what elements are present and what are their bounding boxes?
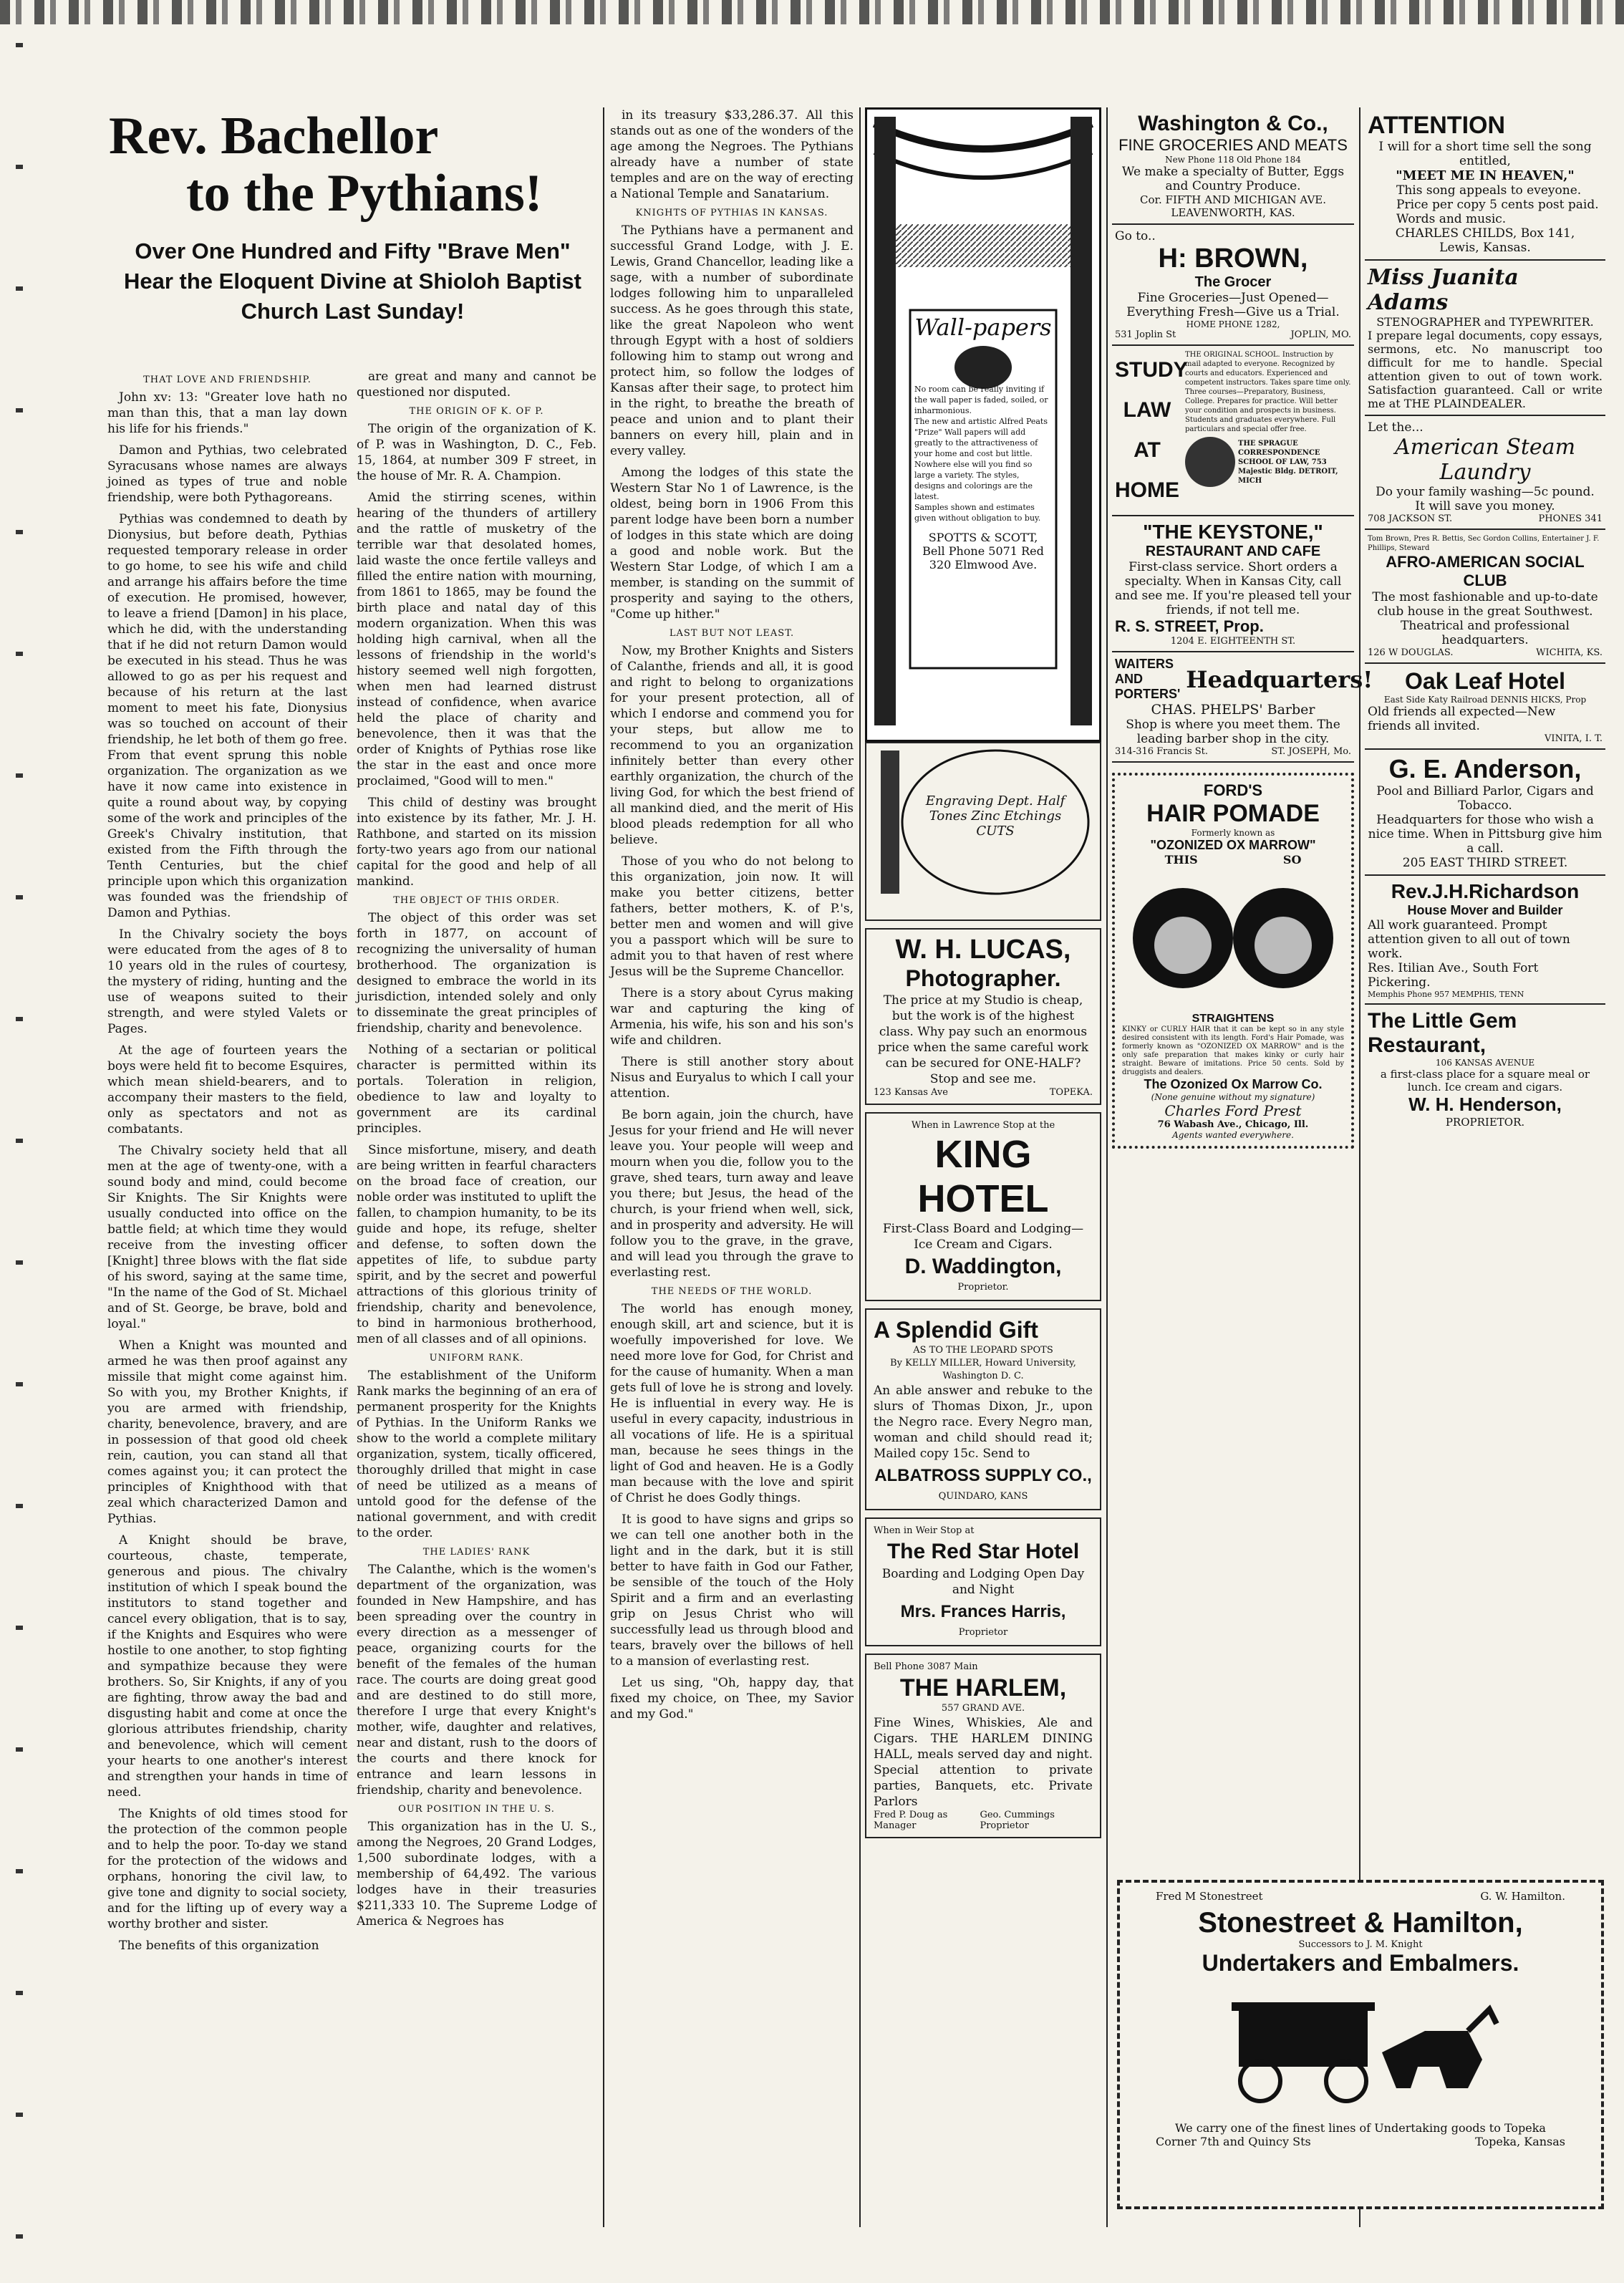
study-body: THE ORIGINAL SCHOOL. Instruction by mail adapted to everyone. Recognized by courts and educators. Experienced and competent instructors. Takes spare time only. Three courses—Preparatory, Business, College. Prepares for practice. Will better your condition and prospects in business. Students and graduates everywhere. Full particulars and special offer free. — [1185, 351, 1351, 433]
barber-ad — [1112, 652, 1373, 763]
engraving-ad — [865, 742, 1101, 921]
gem-address: 106 KANSAS AVENUE — [1435, 1058, 1535, 1068]
gift-city: QUINDARO, KANS — [938, 1491, 1028, 1502]
lucas-body: The price at my Studio is cheap, but the work is of the highest class. Why pay such an enormous price when the same careful work can be secured for ONE-HALF? Stop and see me. — [877, 993, 1089, 1086]
wash-sub: FINE GROCERIES AND MEATS — [1118, 136, 1348, 154]
wallpaper-line: The new and artistic Alfred Peats "Prize" Wall papers will add greatly to the attractiveness of your home and cost but little. — [914, 417, 1048, 458]
pomade-ad — [1112, 773, 1354, 1149]
oak-body: Old friends all expected—New friends all invited. — [1368, 705, 1556, 733]
barber-city: ST. JOSEPH, Mo. — [1271, 746, 1351, 757]
subhead: OUR POSITION IN THE U. S. — [398, 1804, 555, 1815]
barber-header — [1115, 657, 1373, 702]
wallpaper-title: Wall-papers — [914, 314, 1052, 341]
brown-title: H: BROWN, — [1158, 243, 1308, 274]
keystone-sub: RESTAURANT AND CAFE — [1145, 544, 1321, 559]
attention-ad — [1365, 107, 1605, 261]
redstar-owner: Mrs. Frances Harris, — [900, 1602, 1066, 1621]
wash-title: Washington & Co., — [1138, 112, 1328, 135]
paragraph: It is good to have signs and grips so we can tell one another both in the light and in the dark, but it is still better to have faith in God our Father, be sensible of the touch of the Holy Spirit and a firm and an everlasting grip on Jesus Christ who will successfully lead us through blood and tears, bravely over the billows of hell to a mansion of everlasting rest. — [610, 1512, 854, 1669]
stonestreet-sub: Undertakers and Embalmers. — [1202, 1950, 1519, 1976]
afro-address: 126 W DOUGLAS. — [1368, 647, 1454, 658]
paragraph: There is a story about Cyrus making war and capturing the king of Armenia, his wife, his son and his son's wife and children. — [610, 986, 854, 1048]
harlem-manager: Fred P. Doug as Manager — [874, 1810, 948, 1831]
lucas-title: Photographer. — [905, 965, 1061, 991]
harlem-body: Fine Wines, Whiskies, Ale and Cigars. THE HARLEM DINING HALL, meals served day and night. Special attention to private parties, Banquets, etc. Private Parlors — [874, 1716, 1093, 1809]
scan-edge-left — [16, 43, 23, 2263]
study-word: STUDY — [1115, 358, 1188, 382]
brown-ad — [1112, 225, 1354, 346]
attention-body: I will for a short time sell the song entitled, — [1378, 140, 1592, 168]
paragraph: When a Knight was mounted and armed he was then proof against any missile that might come against him. So with you, my Brother Knights, if you are armed with friendship, charity, benevolence, bravery, and are in possession of that good old cheek rein, caution, you can stand all that comes against you; it can protect the principles of Knighthood with that zeal which characterized Damon and Pythias. — [107, 1338, 347, 1526]
king-owner: D. Waddington, — [904, 1255, 1062, 1278]
pomade-straightens: STRAIGHTENS — [1192, 1013, 1275, 1025]
adams-body: I prepare legal documents, copy essays, sermons, etc. No manuscript too difficult for me to handle. Special attention given to out of town work. Satisfaction guaranteed. Call or write me at THE PLAINDEALER. — [1368, 329, 1603, 410]
adams-ad — [1365, 261, 1605, 416]
paragraph: Those of you who do not belong to this organization, join now. It will make you better citizens, better fathers, better mothers, K. of P.'s, better men and women and will give you a passport which will be sure to admit you to that haven of rest where Jesus will be the Supreme Chancellor. — [610, 854, 854, 979]
keystone-title: "THE KEYSTONE," — [1143, 521, 1323, 543]
gift-company: ALBATROSS SUPPLY CO., — [874, 1466, 1092, 1485]
stonestreet-ad — [1117, 1880, 1604, 2209]
pomade-note: (None genuine without my signature) — [1151, 1092, 1315, 1102]
column-rule — [603, 107, 604, 2227]
keystone-address: 1204 E. EIGHTEENTH ST. — [1170, 636, 1296, 647]
anderson-sub: Pool and Billiard Parlor, Cigars and Tobacco. — [1376, 784, 1594, 813]
paragraph: The origin of the organization of K. of P. was in Washington, D. C., Feb. 15, 1864, at number 309 F street, in the house of Mr. R. A. Champion. — [357, 422, 596, 483]
ads-column-4 — [865, 107, 1101, 2227]
attention-body-2: This song appeals to eveyone. Price per copy 5 cents post paid. Words and music. — [1396, 183, 1599, 226]
barber-left: WAITERS AND PORTERS' — [1115, 657, 1181, 701]
partner-left: Fred M Stonestreet — [1156, 1890, 1263, 1903]
oak-city: VINITA, I. T. — [1545, 733, 1603, 744]
paragraph: The establishment of the Uniform Rank marks the beginning of an era of permanent prosperity for the Knights of Pythias. In the Uniform Ranks we show to the world a complete military organization, system, tically officered, thoroughly drilled that might in case of need be utilized as a means of untold good for the defense of the national government, and with credit to the order. — [357, 1369, 596, 1540]
redstar-pre: When in Weir Stop at — [874, 1525, 975, 1536]
subhead: KNIGHTS OF PYTHIAS IN KANSAS. — [635, 208, 828, 218]
keystone-ad — [1112, 516, 1354, 652]
richardson-res: Res. Itilian Ave., South Fort Pickering. — [1368, 961, 1539, 990]
subhead: THE OBJECT OF THIS ORDER. — [393, 895, 560, 906]
oak-leaf-ad — [1365, 664, 1605, 750]
richardson-sub: House Mover and Builder — [1407, 903, 1563, 917]
wash-body: We make a specialty of Butter, Eggs and Country Produce. — [1121, 165, 1345, 193]
paragraph: The benefits of this organization — [119, 1939, 319, 1953]
oak-title: Oak Leaf Hotel — [1404, 668, 1566, 694]
study-words — [1115, 350, 1188, 511]
red-star-ad — [865, 1517, 1101, 1646]
engraving-text: Engraving Dept. Half Tones Zinc Etchings CUTS — [925, 793, 1065, 839]
gem-role: PROPRIETOR. — [1445, 1116, 1525, 1129]
laundry-ad — [1365, 416, 1605, 530]
attention-song: "MEET ME IN HEAVEN," — [1396, 168, 1575, 183]
lucas-ad — [865, 928, 1101, 1105]
study-law-ad — [1112, 346, 1354, 516]
column-rule — [1106, 107, 1108, 2227]
king-hotel-ad — [865, 1112, 1101, 1301]
harlem-footer — [874, 1810, 1093, 1831]
afro-club-ad — [1365, 530, 1605, 664]
paragraph: Damon and Pythias, two celebrated Syracusans whose names are always joined as types of true and noble friendship, were both Pythagoreans. — [107, 443, 347, 505]
gift-author: By KELLY MILLER, Howard University, Washington D. C. — [890, 1358, 1076, 1381]
anderson-title: G. E. Anderson, — [1388, 754, 1582, 783]
ads-column-6 — [1365, 107, 1605, 1869]
paragraph: Let us sing, "Oh, happy day, that fixed my choice, on Thee, my Savior and my God." — [610, 1676, 854, 1722]
column-rule — [859, 107, 861, 2227]
adams-sub: STENOGRAPHER and TYPEWRITER. — [1376, 315, 1594, 329]
afro-officers: Tom Brown, Pres R. Bettis, Sec Gordon Collins, Entertainer J. F. Phillips, Steward — [1368, 535, 1600, 552]
study-word: AT — [1134, 438, 1161, 462]
pomade-company: The Ozonized Ox Marrow Co. — [1144, 1077, 1323, 1091]
lucas-address: 123 Kansas Ave — [874, 1087, 948, 1098]
brown-sub: The Grocer — [1194, 274, 1272, 290]
king-body: First-Class Board and Lodging— Ice Cream and Cigars. — [882, 1222, 1084, 1252]
richardson-title: Rev.J.H.Richardson — [1391, 880, 1580, 902]
brown-footer — [1115, 329, 1351, 340]
pomade-address: 76 Wabash Ave., Chicago, Ill. — [1157, 1119, 1309, 1130]
pomade-signature: Charles Ford Prest — [1164, 1102, 1302, 1119]
laundry-pre: Let the... — [1368, 420, 1424, 435]
barber-address: 314-316 Francis St. — [1115, 746, 1209, 757]
gem-ad — [1365, 1005, 1605, 1133]
brown-pre: Go to.. — [1115, 229, 1156, 243]
paragraph: Amid the stirring scenes, within hearing of the thunders of artillery and the rattle of musketry of the terrible war that desolated homes, laid waste the once fertile valleys and filled the entire nation with mourning, from 1861 to 1865, may be found the birth place and natal day of this modern organization. When this was holding high carnival, when all the lessons of friendship in the world's history seemed well nigh forgotten, when men had learned distrust instead of confidence, when avarice held the place of charity and benevolence, then it was that the order of Knights of Pythias rose like the star in the east and once more proclaimed, "Good will to men." — [357, 491, 596, 788]
paragraph: The world has enough money, enough skill, art and science, but it is woefully impoverished for love. We need more love for God, for Christ and for the cause of humanity. When a man gets full of love he is strong and lovely. He is influential in every way. He is useful in every capacity, industrious in all vocations of life. He is a spiritual man, because he sees things in the light of God and heaven. He is a Godly man because with the love and spirit of Christ he does Godly things. — [610, 1302, 854, 1505]
brown-body: Fine Groceries—Just Opened—Everything Fresh—Give us a Trial. — [1126, 291, 1340, 319]
wallpaper-phone: Bell Phone 5071 Red — [922, 544, 1044, 558]
pomade-brand: FORD'S — [1203, 781, 1263, 799]
stonestreet-footer — [1127, 2135, 1594, 2148]
subhead: UNIFORM RANK. — [429, 1353, 524, 1363]
king-pre: When in Lawrence Stop at the — [911, 1120, 1055, 1131]
washington-ad — [1112, 107, 1354, 225]
paragraph: This organization has in the U. S., among the Negroes, 20 Grand Lodges, 1,500 subordinate lodges, with a membership of 64,492. The various lodges have in their treasuries $211,333 10. The Supreme Lodge of America & Negroes has — [357, 1820, 596, 1929]
wash-address: Cor. FIFTH AND MICHIGAN AVE. LEAVENWORTH, KAS. — [1139, 193, 1327, 219]
laundry-phone: PHONES 341 — [1538, 513, 1603, 524]
keystone-owner: R. S. STREET, Prop. — [1115, 617, 1264, 635]
pomade-formerly: Formerly known as — [1191, 828, 1275, 838]
wallpaper-line: No room can be really inviting if the wall paper is faded, soiled, or inharmonious. — [914, 385, 1048, 415]
keystone-body: First-class service. Short orders a specialty. When in Kansas City, call and see me. If you're pleased tell your friends, if not tell me. — [1115, 560, 1351, 617]
pomade-title: HAIR POMADE — [1146, 800, 1320, 827]
subhead: THE ORIGIN OF K. OF P. — [409, 406, 544, 417]
paragraph: John xv: 13: "Greater love hath no man than this, that a man lay down his life for his friends." — [107, 390, 347, 436]
portrait-icon — [1185, 437, 1235, 487]
anderson-address: 205 EAST THIRD STREET. — [1402, 856, 1568, 870]
paragraph: In the Chivalry society the boys were educated from the ages of 8 to 10 years old in the rules of courtesy, the mystery of riding, hunting and the use of weapons suited to their strength, and were styled Valets or Pages. — [107, 927, 347, 1036]
gift-body: An able answer and rebuke to the slurs of Thomas Dixon, Jr., upon the Negro race. Every Negro man, woman and child should read it; Mailed copy 15c. Send to — [874, 1384, 1093, 1461]
subhead: THE NEEDS OF THE WORLD. — [651, 1286, 813, 1297]
hearse-carriage-icon — [1210, 1981, 1511, 2117]
afro-footer — [1368, 647, 1603, 658]
paragraph: Be born again, join the church, have Jesus for your friend and He will never leave you. Your people will weep and mourn when you die, follow you to the grave, shed tears, turn away and leave you there; but Jesus, the head of the church, is your friend when well, sick, and in prosperity and adversity. He will follow you to the grave, in the grave, and will lead you through the grave to everlasting rest. — [610, 1108, 854, 1280]
lucas-city: TOPEKA. — [1049, 1087, 1093, 1098]
adams-title: Miss Juanita Adams — [1368, 265, 1519, 315]
gift-sub: AS TO THE LEOPARD SPOTS — [913, 1345, 1053, 1356]
wallpaper-line: Nowhere else will you find so large a variety. The styles, designs and colorings are the latest. — [914, 460, 1033, 501]
subhead: THE LADIES' RANK — [422, 1547, 531, 1558]
stonestreet-body: We carry one of the finest lines of Undertaking goods to Topeka — [1175, 2121, 1546, 2135]
paragraph: The Chivalry society held that all men at the age of twenty-one, with a sound body and mind, could become Sir Knights. The Sir Knights were usually conducted into office on the battle field; at which time they would receive from the investing officer [Knight] three blows with the flat side of his sword, saying at the same time, "In the name of the God of St. Michael and of St. George, be brave, bold and loyal." — [107, 1144, 347, 1331]
paragraph: Since misfortune, misery, and death are being written in fearful characters on the broad face of creation, our noble order was instituted to uplift the fallen, to champion humanity, to be its guide and hope, its refuge, shelter and defense, to soften down the appetites of life, to subdue party spirit, and by the secret and powerful attractions of this glorious trinity of friendship, charity and benevolence, to bind in harmonious brotherhood, men of all classes and of all opinions. — [357, 1143, 596, 1346]
harlem-ad — [865, 1654, 1101, 1838]
paragraph: Now, my Brother Knights and Sisters of Calanthe, friends and all, it is good and right to belong to organizations for your present protection, all of which I endorse and commend you for your steps, but allow me to recommend to you an organization infinitely better than every other earthly organization, the church of the living God, for which the best friend of all mankind died, and the merit of His blood pleads redemption for all who believe. — [610, 644, 854, 847]
pomade-old-name: "OZONIZED OX MARROW" — [1150, 838, 1316, 852]
partner-right: G. W. Hamilton. — [1480, 1890, 1565, 1903]
paragraph: The Calanthe, which is the women's department of the organization, was founded in New Hampshire, and has been spreading over the country in every direction as a messenger of peace, organizing courts for the benefit of the females of the human race. The courts are doing great good and are destined to do still more, therefore I urge that every Knight's mother, wife, daughter and relatives, near and distant, rush to the doors of the courts and there knock for entrance and learn lessons in friendship, charity and benevolence. — [357, 1563, 596, 1797]
wallpaper-ad — [865, 107, 1101, 742]
harlem-title: THE HARLEM, — [899, 1674, 1067, 1702]
paragraph: The Pythians have a permanent and successful Grand Lodge, with J. E. Lewis, Grand Chancellor, leading like a sage, with a number of subordinate lodges following him to unparalleled success. As he goes through this state, like the great Napoleon who went through Egypt with a host of soldiers following him to stamp out wrong and protect him, so follow the lodges of Kansas after their sage, to protect him in the right, to breathe the breath of peace and union and to plant their banners on every hill, plain and in every valley. — [610, 223, 854, 458]
hair-portrait-icon — [1122, 867, 1344, 1010]
brown-city: JOPLIN, MO. — [1290, 329, 1351, 340]
king-role: Proprietor. — [957, 1282, 1009, 1293]
brown-address: 531 Joplin St — [1115, 329, 1176, 340]
stonestreet-successors: Successors to J. M. Knight — [1298, 1939, 1423, 1950]
lucas-name: W. H. LUCAS, — [895, 935, 1071, 965]
wallpaper-address: 320 Elmwood Ave. — [929, 558, 1038, 571]
attention-city: Lewis, Kansas. — [1439, 241, 1531, 255]
brown-phone: HOME PHONE 1282, — [1186, 319, 1280, 329]
subhead: LAST BUT NOT LEAST. — [669, 628, 795, 639]
gem-title: The Little Gem Restaurant, — [1368, 1009, 1517, 1057]
harlem-proprietor: Geo. Cummings Proprietor — [980, 1810, 1055, 1831]
gem-owner: W. H. Henderson, — [1408, 1094, 1562, 1115]
headline-line-2: to the Pythians! — [186, 164, 543, 223]
stonestreet-address: Corner 7th and Quincy Sts — [1156, 2135, 1311, 2148]
laundry-title: American Steam Laundry — [1394, 435, 1576, 485]
afro-body: The most fashionable and up-to-date club house in the great Southwest. Theatrical and professional headquarters. — [1372, 590, 1598, 647]
gem-body: a first-class place for a square meal or lunch. Ice cream and cigars. — [1380, 1068, 1590, 1094]
paragraph: in its treasury $33,286.37. All this stands out as one of the wonders of the age among the Negroes. The Pythians already have a number of state temples and are on the way of erecting a National Temple and Sanatarium. — [610, 108, 854, 201]
oak-sub: East Side Katy Railroad DENNIS HICKS, Prop — [1383, 695, 1587, 705]
richardson-ad — [1365, 876, 1605, 1005]
barber-name: CHAS. PHELPS' Barber — [1151, 702, 1315, 718]
wallpaper-line: Samples shown and estimates given without obligation to buy. — [914, 503, 1041, 523]
pomade-label: THIS — [1164, 853, 1198, 867]
harlem-address: 557 GRAND AVE. — [941, 1703, 1025, 1714]
paragraph: The object of this order was set forth in 1877, on account of recognizing the universality of human brotherhood. The organization is designed to embrace the world in its jurisdiction, intended solely and only to disseminate the great principles of friendship, charity and benevolence. — [357, 911, 596, 1036]
paragraph: Nothing of a sectarian or political character is permitted within its portals. Toleration in religion, obedience to law and loyalty to government are its cardinal principles. — [357, 1043, 596, 1136]
article-column-2 — [357, 369, 596, 2227]
laundry-address: 708 JACKSON ST. — [1368, 513, 1453, 524]
gift-title: A Splendid Gift — [874, 1317, 1038, 1343]
attention-name: CHARLES CHILDS, Box 141, — [1395, 226, 1575, 241]
subhead-friendship: THAT LOVE AND FRIENDSHIP. — [143, 375, 311, 385]
harlem-phone: Bell Phone 3087 Main — [874, 1661, 978, 1672]
barber-body: Shop is where you meet them. The leading barber shop in the city. — [1126, 718, 1340, 746]
stonestreet-city: Topeka, Kansas — [1475, 2135, 1565, 2148]
laundry-footer — [1368, 513, 1603, 524]
lucas-footer — [874, 1087, 1093, 1098]
study-word: LAW — [1123, 398, 1171, 422]
pomade-label: SO — [1282, 853, 1302, 867]
king-title: KING HOTEL — [917, 1133, 1049, 1220]
splendid-gift-ad — [865, 1308, 1101, 1510]
paragraph: The Knights of old times stood for the protection of the common people and to help the poor. To-day we stand for the protection of the widows and orphans, honoring the civil law, to give tone and dignity to social society, and for the lifting up of every way a worthy brother and sister. — [107, 1807, 347, 1931]
headline-line-1: Rev. Bachellor — [109, 107, 439, 165]
paragraph: There is still another story about Nisus and Euryalus to which I call your attention. — [610, 1055, 854, 1101]
article-column-3 — [610, 107, 854, 2227]
pomade-labels — [1122, 853, 1344, 867]
paragraph: Pythias was condemned to death by Dionysius, but before death, Pythias requested temporary release in order to go home, to see his wife and child and arrange his affairs before the time of execution. He promised, however, to leave a friend [Damon] in his place, which he did, with the understanding that if he did not return Damon would be executed in his stead. Thus he was allowed to go as per his request and because of his return at the last moment to meet his fate, Dionysius was so touched on account of their friendship, he let both of them go free. From that event sprung this noble organization. The organization as we have it now came into existence in quite a round about way, by copying some of the work and principles of the Greek's Chivalry institution, that existed from the Fifth through the Tenth Centuries, but the chief principle upon which this organization was founded was the friendship of Damon and Pythias. — [107, 512, 347, 920]
headline-block — [107, 107, 598, 344]
anderson-body: Headquarters for those who wish a nice time. When in Pittsburg give him a call. — [1368, 813, 1603, 856]
laundry-body: Do your family washing—5c pound. — [1376, 485, 1595, 499]
study-school: THE SPRAGUE CORRESPONDENCE SCHOOL OF LAW, 753 Majestic Bldg. DETROIT, MICH — [1238, 439, 1338, 485]
redstar-title: The Red Star Hotel — [886, 1540, 1080, 1563]
wash-phones: New Phone 118 Old Phone 184 — [1165, 155, 1301, 165]
laundry-body-2: It will save you money. — [1415, 499, 1555, 513]
pomade-body: KINKY or CURLY HAIR that it can be kept so in any style desired consistent with its length. Ford's Hair Pomade, was formerly known as "OZONIZED OX MARROW" and is the only safe preparation that makes kinky or curly hair straight. Beware of imitations. Price 50 cents. Sold by druggists and dealers. — [1122, 1025, 1344, 1076]
redstar-role: Proprietor — [958, 1627, 1008, 1638]
paragraph: A Knight should be brave, courteous, chaste, temperate, generous and pious. The chivalry institution of which I speak bound the institutors to stand together and cancel every obligation, that is to say, if the Knights and Esquires who were hostile to one another, to stop fighting and sympathize because they were brothers. So, Sir Knights, if any of you are fighting, throw away the bad and disgusting habit and come at once the glorious attributes friendship, charity and benevolence, which will cement your hearts to one another's interest and strengthen your hands in time of need. — [107, 1533, 347, 1800]
study-school-row — [1185, 437, 1351, 487]
wallpaper-copy — [910, 314, 1056, 571]
paragraph: Among the lodges of this state the Western Star No 1 of Lawrence, is the oldest, being born in 1906 From this parent lodge have been born a number of lodges in this state which are doing a good and noble work. But the Western Star Lodge, of which I am a member, is standing on the summit of prosperity and saying to the others, "Come up hither." — [610, 465, 854, 622]
headline-deck: Over One Hundred and Fifty "Brave Men" Hear the Eloquent Divine at Shioloh Baptist Church Last Sunday! — [123, 238, 581, 324]
article-column-1 — [107, 369, 347, 2227]
study-copy — [1185, 350, 1351, 511]
study-word: HOME — [1115, 478, 1179, 502]
afro-city: WICHITA, KS. — [1536, 647, 1603, 658]
stonestreet-partners — [1127, 1890, 1594, 1903]
pomade-agents: Agents wanted everywhere. — [1172, 1130, 1294, 1140]
anderson-ad — [1365, 750, 1605, 876]
barber-title: Headquarters! — [1186, 665, 1373, 693]
stonestreet-title: Stonestreet & Hamilton, — [1198, 1907, 1523, 1939]
paragraph: are great and many and cannot be questioned nor disputed. — [357, 370, 596, 400]
richardson-phone: Memphis Phone 957 MEMPHIS, TENN — [1368, 990, 1524, 999]
scan-edge-top — [0, 0, 1624, 24]
paragraph: This child of destiny was brought into existence by its father, Mr. J. H. Rathbone, and started on its mission forty-two years ago from our national capital for the good and help of all mankind. — [357, 796, 596, 889]
barber-footer — [1115, 746, 1351, 757]
richardson-body: All work guaranteed. Prompt attention given to all out of town work. — [1368, 918, 1570, 961]
redstar-body: Boarding and Lodging Open Day and Night — [881, 1567, 1085, 1597]
afro-title: AFRO-AMERICAN SOCIAL CLUB — [1386, 553, 1585, 589]
wallpaper-shop: SPOTTS & SCOTT, — [928, 531, 1038, 544]
attention-title: ATTENTION — [1368, 112, 1506, 139]
paragraph: At the age of fourteen years the boys were held fit to become Esquires, which mean shield-bearers, and to accompany their masters to the field, only as spectators and not as combatants. — [107, 1043, 347, 1136]
